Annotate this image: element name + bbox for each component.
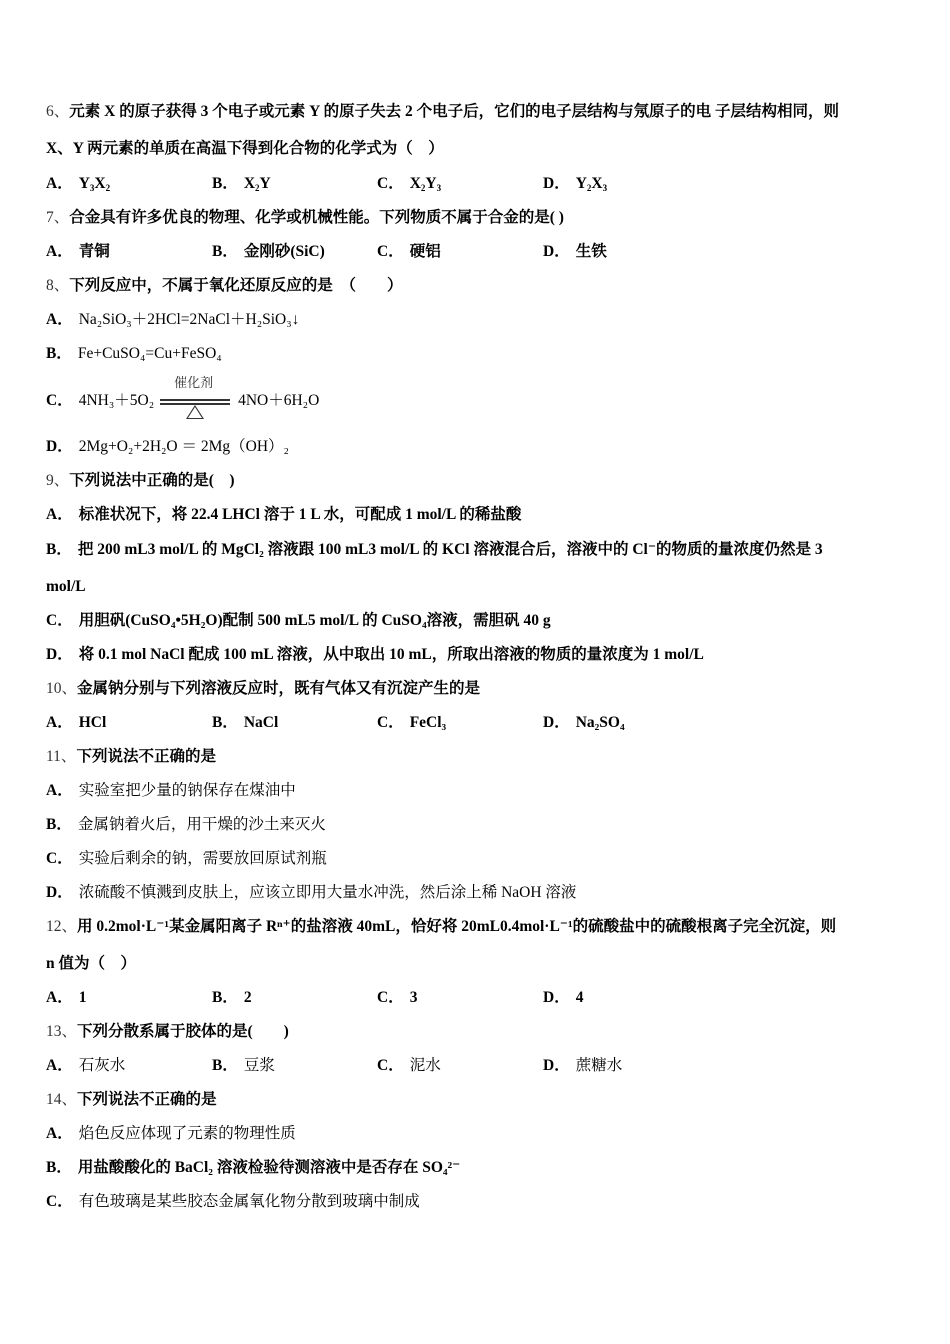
question-text: 下列说法不正确的是 <box>76 748 216 765</box>
question-number: 14、 <box>46 1091 78 1108</box>
option-label: A． <box>46 243 73 260</box>
question-6-option-d[interactable] <box>543 174 607 194</box>
question-11-option-b[interactable] <box>46 815 326 835</box>
question-number: 10、 <box>46 680 78 697</box>
option-text: 标准状况下，将 22.4 LHCl 溶于 1 L 水，可配成 1 mol/L 的稀盐酸 <box>78 506 522 523</box>
question-number: 12、 <box>46 918 78 935</box>
question-9-option-a[interactable] <box>46 505 521 525</box>
option-text: 3 <box>409 989 418 1006</box>
question-8-option-b[interactable] <box>46 344 222 364</box>
question-11-option-d[interactable] <box>46 883 576 903</box>
option-label: C． <box>46 850 73 867</box>
question-10-option-a[interactable] <box>46 713 106 733</box>
option-text: 用盐酸酸化的 BaCl₂ 溶液检验待测溶液中是否存在 SO₄²⁻ <box>77 1159 461 1176</box>
subscript: 2 <box>420 183 426 193</box>
option-text: 泥水 <box>409 1057 441 1074</box>
question-9-option-b-continued <box>46 577 86 597</box>
question-9-option-d[interactable] <box>46 645 704 665</box>
option-text: 4 <box>575 989 584 1006</box>
option-text: 将 0.1 mol NaCl 配成 100 mL 溶液，从中取出 10 mL，所取出溶液的物质的量浓度为 1 mol/L <box>78 646 704 663</box>
formula-part: Y <box>259 175 271 192</box>
formula-part: X <box>409 175 421 192</box>
equation-text: 2Mg+O₂+2H₂O ＝ 2Mg（OH）₂ <box>78 438 289 455</box>
option-label: C． <box>377 714 404 731</box>
option-label: D． <box>543 989 570 1006</box>
option-label: C． <box>377 989 404 1006</box>
question-6-stem-line-2 <box>46 139 444 159</box>
option-text: FeCl₃ <box>409 714 447 731</box>
question-12-option-b[interactable] <box>212 988 252 1008</box>
question-7-stem <box>46 208 564 228</box>
question-7-option-d[interactable] <box>543 242 607 262</box>
formula-part: X <box>94 175 106 192</box>
question-9-option-c[interactable] <box>46 611 551 631</box>
question-14-option-a[interactable] <box>46 1124 296 1144</box>
subscript: 2 <box>586 183 592 193</box>
option-label: D． <box>46 646 73 663</box>
option-text: 焰色反应体现了元素的物理性质 <box>78 1125 296 1142</box>
option-label: D． <box>543 243 570 260</box>
option-label: A． <box>46 714 73 731</box>
option-label: C． <box>377 1057 404 1074</box>
option-label: C． <box>46 612 73 629</box>
question-11-option-c[interactable] <box>46 849 327 869</box>
subscript: 2 <box>255 183 260 193</box>
question-number: 13、 <box>46 1023 78 1040</box>
formula-part: Y <box>575 175 587 192</box>
question-10-stem <box>46 679 480 699</box>
question-10-option-d[interactable] <box>543 713 625 733</box>
question-number: 8、 <box>46 277 70 294</box>
option-label: B． <box>212 243 238 260</box>
question-8-option-d[interactable] <box>46 437 289 457</box>
question-number: 9、 <box>46 472 70 489</box>
equals-line <box>160 399 230 401</box>
question-14-stem <box>46 1090 217 1110</box>
question-12-stem-line-2 <box>46 954 136 974</box>
question-14-option-c[interactable] <box>46 1192 420 1212</box>
option-label: B． <box>46 1159 72 1176</box>
question-6-option-b[interactable] <box>212 174 271 194</box>
question-6-option-c[interactable] <box>377 174 441 194</box>
option-text: 金属钠着火后，用干燥的沙土来灭火 <box>77 816 326 833</box>
option-text: 石灰水 <box>78 1057 126 1074</box>
question-text: 下列分散系属于胶体的是( ) <box>77 1023 289 1040</box>
question-13-option-a[interactable] <box>46 1056 125 1076</box>
subscript: 3 <box>89 183 95 193</box>
question-9-stem <box>46 471 235 491</box>
question-8-option-c[interactable] <box>46 376 320 411</box>
question-11-stem <box>46 747 216 767</box>
question-number: 7、 <box>46 209 70 226</box>
formula-part: Y <box>78 175 90 192</box>
question-text: 金属钠分别与下列溶液反应时，既有气体又有沉淀产生的是 <box>77 680 481 697</box>
option-text: 1 <box>78 989 87 1006</box>
option-label: A． <box>46 506 73 523</box>
formula-part: X <box>591 175 603 192</box>
option-text: 把 200 mL3 mol/L 的 MgCl₂ 溶液跟 100 mL3 mol/L 的 KCl 溶液混合后，溶液中的 Cl⁻的物质的量浓度仍然是 3 <box>77 541 823 558</box>
option-label: D． <box>543 714 570 731</box>
question-12-option-c[interactable] <box>377 988 417 1008</box>
question-10-option-c[interactable] <box>377 713 446 733</box>
option-text: 蔗糖水 <box>575 1057 623 1074</box>
question-number: 11、 <box>46 748 77 765</box>
option-label: B． <box>212 175 238 192</box>
option-label: B． <box>212 989 238 1006</box>
question-6-stem-line-1 <box>46 102 839 122</box>
option-label: B． <box>212 714 238 731</box>
option-text: 有色玻璃是某些胶态金属氧化物分散到玻璃中制成 <box>78 1193 420 1210</box>
option-text: 豆浆 <box>243 1057 275 1074</box>
option-label: B． <box>46 345 72 362</box>
question-12-stem-line-1 <box>46 917 836 937</box>
question-text: X、Y 两元素的单质在高温下得到化合物的化学式为（ ） <box>46 140 444 157</box>
question-10-option-b[interactable] <box>212 713 278 733</box>
subscript: 3 <box>436 183 442 193</box>
equation-left: 4NH₃＋5O₂ <box>78 392 155 409</box>
option-label: A． <box>46 175 73 192</box>
option-label: C． <box>46 1193 73 1210</box>
equation-text: Fe+CuSO₄=Cu+FeSO₄ <box>77 345 222 362</box>
option-text: Na₂SO₄ <box>575 714 625 731</box>
question-text: 元素 X 的原子获得 3 个电子或元素 Y 的原子失去 2 个电子后，它们的电子层结构与氖原子的电 子层结构相同，则 <box>69 103 839 120</box>
option-text: 金刚砂(SiC) <box>243 243 325 260</box>
catalyst-label: 催化剂 <box>174 376 214 392</box>
option-text: 用胆矾(CuSO₄•5H₂O)配制 500 mL5 mol/L 的 CuSO₄溶液，需胆矾 40 g <box>78 612 551 629</box>
question-text: 下列说法中正确的是( ) <box>69 472 235 489</box>
option-label: A． <box>46 311 73 328</box>
heat-triangle-icon <box>186 405 204 419</box>
question-12-option-d[interactable] <box>543 988 583 1008</box>
question-text: 下列说法不正确的是 <box>77 1091 217 1108</box>
option-label: A． <box>46 989 73 1006</box>
question-text: n 值为（ ） <box>46 955 136 972</box>
option-label: D． <box>46 884 73 901</box>
option-label: C． <box>377 175 404 192</box>
option-label: D． <box>543 175 570 192</box>
option-label: C． <box>46 392 73 409</box>
option-text: 浓硫酸不慎溅到皮肤上，应该立即用大量水冲洗，然后涂上稀 NaOH 溶液 <box>78 884 577 901</box>
option-label: A． <box>46 1057 73 1074</box>
option-text: HCl <box>78 714 107 731</box>
option-label: B． <box>46 816 72 833</box>
question-12-option-a[interactable] <box>46 988 86 1008</box>
question-7-option-a[interactable] <box>46 242 110 262</box>
question-14-option-b[interactable] <box>46 1158 460 1178</box>
question-9-option-b[interactable] <box>46 540 823 560</box>
question-text: 合金具有许多优良的物理、化学或机械性能。下列物质不属于合金的是( ) <box>69 209 564 226</box>
option-label: A． <box>46 1125 73 1142</box>
question-number: 6、 <box>46 103 70 120</box>
option-text: 2 <box>243 989 252 1006</box>
option-label: C． <box>377 243 404 260</box>
question-13-option-d[interactable] <box>543 1056 622 1076</box>
option-label: A． <box>46 782 73 799</box>
equation-text: Na₂SiO₃＋2HCl=2NaCl＋H₂SiO₃↓ <box>78 311 300 328</box>
option-text: 青铜 <box>78 243 110 260</box>
catalyst-heat-condition <box>160 376 236 411</box>
question-8-option-a[interactable] <box>46 310 299 330</box>
question-13-stem <box>46 1022 289 1042</box>
formula-part: Y <box>425 175 437 192</box>
equation-right: 4NO＋6H₂O <box>238 392 320 409</box>
question-6-option-a[interactable] <box>46 174 110 194</box>
subscript: 2 <box>105 183 111 193</box>
option-text: mol/L <box>46 578 86 595</box>
question-13-option-c[interactable] <box>377 1056 441 1076</box>
option-text: 实验后剩余的钠，需要放回原试剂瓶 <box>78 850 327 867</box>
option-text: NaCl <box>243 714 279 731</box>
option-label: B． <box>212 1057 238 1074</box>
option-text: 硬铝 <box>409 243 441 260</box>
question-13-option-b[interactable] <box>212 1056 275 1076</box>
option-label: D． <box>543 1057 570 1074</box>
option-label: B． <box>46 541 72 558</box>
question-text: 用 0.2mol·L⁻¹某金属阳离子 Rⁿ⁺的盐溶液 40mL，恰好将 20mL0.4mol·L⁻¹的硫酸盐中的硫酸根离子完全沉淀，则 <box>77 918 837 935</box>
formula-part: X <box>243 175 256 192</box>
question-11-option-a[interactable] <box>46 781 296 801</box>
subscript: 3 <box>602 183 608 193</box>
option-label: D． <box>46 438 73 455</box>
option-text: 生铁 <box>575 243 607 260</box>
question-7-option-b[interactable] <box>212 242 325 262</box>
option-text: 实验室把少量的钠保存在煤油中 <box>78 782 296 799</box>
question-text: 下列反应中，不属于氧化还原反应的是 （ ） <box>69 277 403 294</box>
question-8-stem <box>46 276 403 296</box>
question-7-option-c[interactable] <box>377 242 441 262</box>
